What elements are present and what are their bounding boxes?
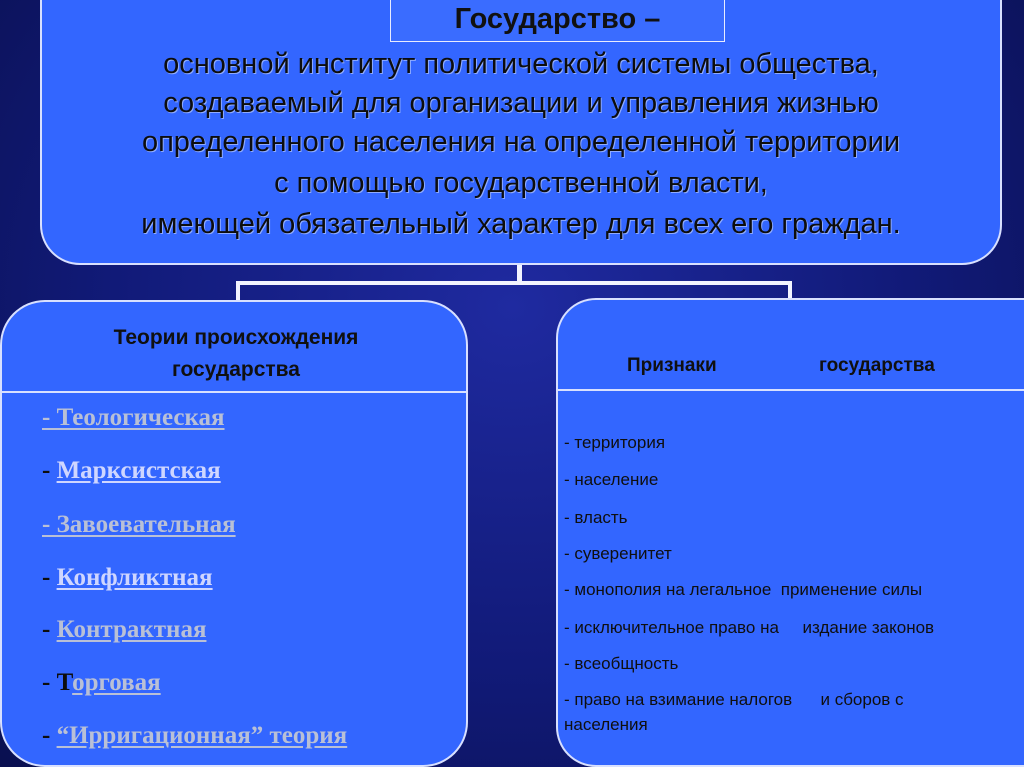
theory-item xyxy=(42,669,161,697)
theory-prefix: - Т xyxy=(42,669,73,696)
theory-item xyxy=(42,564,213,592)
definition-line: создаваемый для организации и управления жизнью xyxy=(163,87,879,119)
signs-title-word2: государства xyxy=(819,355,935,376)
definition-line: определенного населения на определенной территории xyxy=(141,126,901,158)
theories-title-line2: государства xyxy=(172,358,300,381)
definition-line: с помощью государственной власти, xyxy=(274,167,768,199)
theory-item xyxy=(42,457,221,485)
theory-prefix: - xyxy=(42,457,57,484)
sign-item: - монополия на легальное применение силы xyxy=(564,580,923,599)
theory-link-irrigation[interactable]: “Ирригационная” теория xyxy=(56,722,348,749)
sign-item: - власть xyxy=(564,508,628,527)
signs-divider xyxy=(558,389,1024,391)
connector-horizontal xyxy=(236,281,792,285)
signs-title-word1: Признаки xyxy=(627,355,717,376)
sign-item: - право на взимание налогов и сборов с xyxy=(564,690,904,709)
sign-item: - всеобщность xyxy=(564,654,679,673)
connector-right-drop xyxy=(788,281,792,299)
theory-prefix: - xyxy=(42,564,57,591)
theory-item xyxy=(42,722,347,750)
sign-item: - территория xyxy=(564,433,666,452)
theory-prefix: - xyxy=(42,616,57,643)
theory-link-conquest[interactable]: - Завоевательная xyxy=(42,511,236,538)
sign-item: - исключительное право на издание законов xyxy=(564,618,935,637)
sign-item: - население xyxy=(564,470,659,489)
theories-divider xyxy=(2,391,466,393)
theory-link-contract[interactable]: Контрактная xyxy=(56,616,207,643)
theories-header xyxy=(0,300,468,392)
theory-link-theological[interactable]: - Теологическая xyxy=(42,404,225,431)
theory-item xyxy=(42,404,225,432)
definition-line: основной институт политической системы общества, xyxy=(163,48,879,80)
definition-line: имеющей обязательный характер для всех его граждан. xyxy=(141,208,901,240)
sign-item: населения xyxy=(564,715,648,734)
title-frame xyxy=(390,0,725,42)
theory-prefix: - xyxy=(42,722,57,749)
definition-title: Государство – xyxy=(454,3,661,35)
theory-item xyxy=(42,616,206,644)
theory-link-trade[interactable]: орговая xyxy=(72,669,161,696)
theory-link-marxist[interactable]: Марксистская xyxy=(56,457,221,484)
theory-item xyxy=(42,511,236,539)
sign-item: - суверенитет xyxy=(564,544,672,563)
theory-link-conflict[interactable]: Конфликтная xyxy=(56,564,213,591)
signs-header xyxy=(556,298,1024,390)
theories-title-line1: Теории происхождения xyxy=(113,326,359,349)
connector-left-drop xyxy=(236,281,240,301)
definition-box xyxy=(40,0,1002,265)
